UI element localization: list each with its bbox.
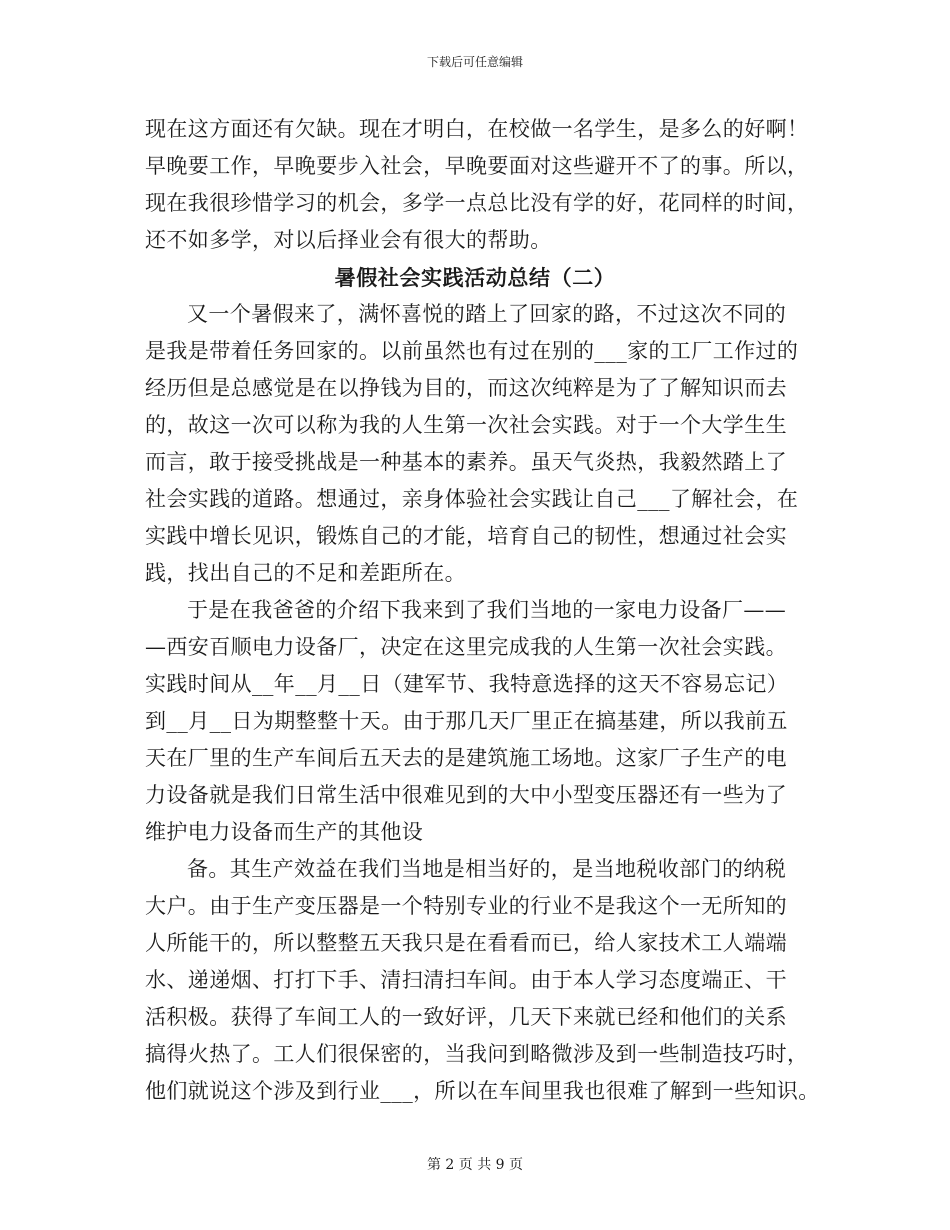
text-line: 还不如多学，对以后择业会有很大的帮助。 bbox=[145, 228, 552, 252]
text-line: 维护电力设备而生产的其他设 bbox=[145, 820, 424, 844]
text-line: 践，找出自己的不足和差距所在。 bbox=[145, 561, 466, 585]
text-line: 实践时间从__年__月__日（建军节、我特意选择的这天不容易忘记） bbox=[145, 672, 789, 696]
text-line: 水、递递烟、打打下手、清扫清扫车间。由于本人学习态度端正、干 bbox=[145, 968, 787, 992]
page-header: 下载后可任意编辑 bbox=[426, 55, 523, 69]
text-line: 搞得火热了。工人们很保密的，当我问到略微涉及到一些制造技巧时， bbox=[145, 1042, 809, 1066]
text-line: 于是在我爸爸的介绍下我来到了我们当地的一家电力设备厂—— bbox=[187, 598, 787, 622]
text-line: 人所能干的，所以整整五天我只是在看看而已，给人家技术工人端端 bbox=[145, 931, 787, 955]
text-line: 大户。由于生产变压器是一个特别专业的行业不是我这个一无所知的 bbox=[145, 894, 787, 918]
page-number: 第 2 页 共 9 页 bbox=[426, 1157, 524, 1173]
text-line: 他们就说这个涉及到行业___，所以在车间里我也很难了解到一些知识。 bbox=[145, 1079, 820, 1103]
text-line: 现在我很珍惜学习的机会，多学一点总比没有学的好，花同样的时间， bbox=[145, 191, 809, 215]
text-line: 备。其生产效益在我们当地是相当好的，是当地税收部门的纳税 bbox=[187, 857, 787, 881]
text-line: 经历但是总感觉是在以挣钱为目的，而这次纯粹是为了了解知识而去 bbox=[145, 376, 787, 400]
text-line: —西安百顺电力设备厂，决定在这里完成我的人生第一次社会实践。 bbox=[145, 635, 787, 659]
text-line: 是我是带着任务回家的。以前虽然也有过在别的___家的工厂工作过的 bbox=[145, 339, 799, 363]
text-line: 而言，敢于接受挑战是一种基本的素养。虽天气炎热，我毅然踏上了 bbox=[145, 450, 787, 474]
text-line: 社会实践的道路。想通过，亲身体验社会实践让自己___了解社会，在 bbox=[145, 487, 799, 511]
text-line: 的，故这一次可以称为我的人生第一次社会实践。对于一个大学生生 bbox=[145, 413, 787, 437]
text-line: 活积极。获得了车间工人的一致好评，几天下来就已经和他们的关系 bbox=[145, 1005, 787, 1029]
text-line: 早晚要工作，早晚要步入社会，早晚要面对这些避开不了的事。所以， bbox=[145, 154, 809, 178]
text-line: 实践中增长见识，锻炼自己的才能，培育自己的韧性，想通过社会实 bbox=[145, 524, 787, 548]
text-line: 又一个暑假来了，满怀喜悦的踏上了回家的路，不过这次不同的 bbox=[187, 302, 787, 326]
text-line: 力设备就是我们日常生活中很难见到的大中小型变压器还有一些为了 bbox=[145, 783, 787, 807]
text-line: 到__月__日为期整整十天。由于那几天厂里正在搞基建，所以我前五 bbox=[145, 709, 788, 733]
text-line: 现在这方面还有欠缺。现在才明白，在校做一名学生，是多么的好啊！ bbox=[145, 117, 809, 141]
text-line: 天在厂里的生产车间后五天去的是建筑施工场地。这家厂子生产的电 bbox=[145, 746, 787, 770]
section-title: 暑假社会实践活动总结（二） bbox=[334, 265, 616, 290]
